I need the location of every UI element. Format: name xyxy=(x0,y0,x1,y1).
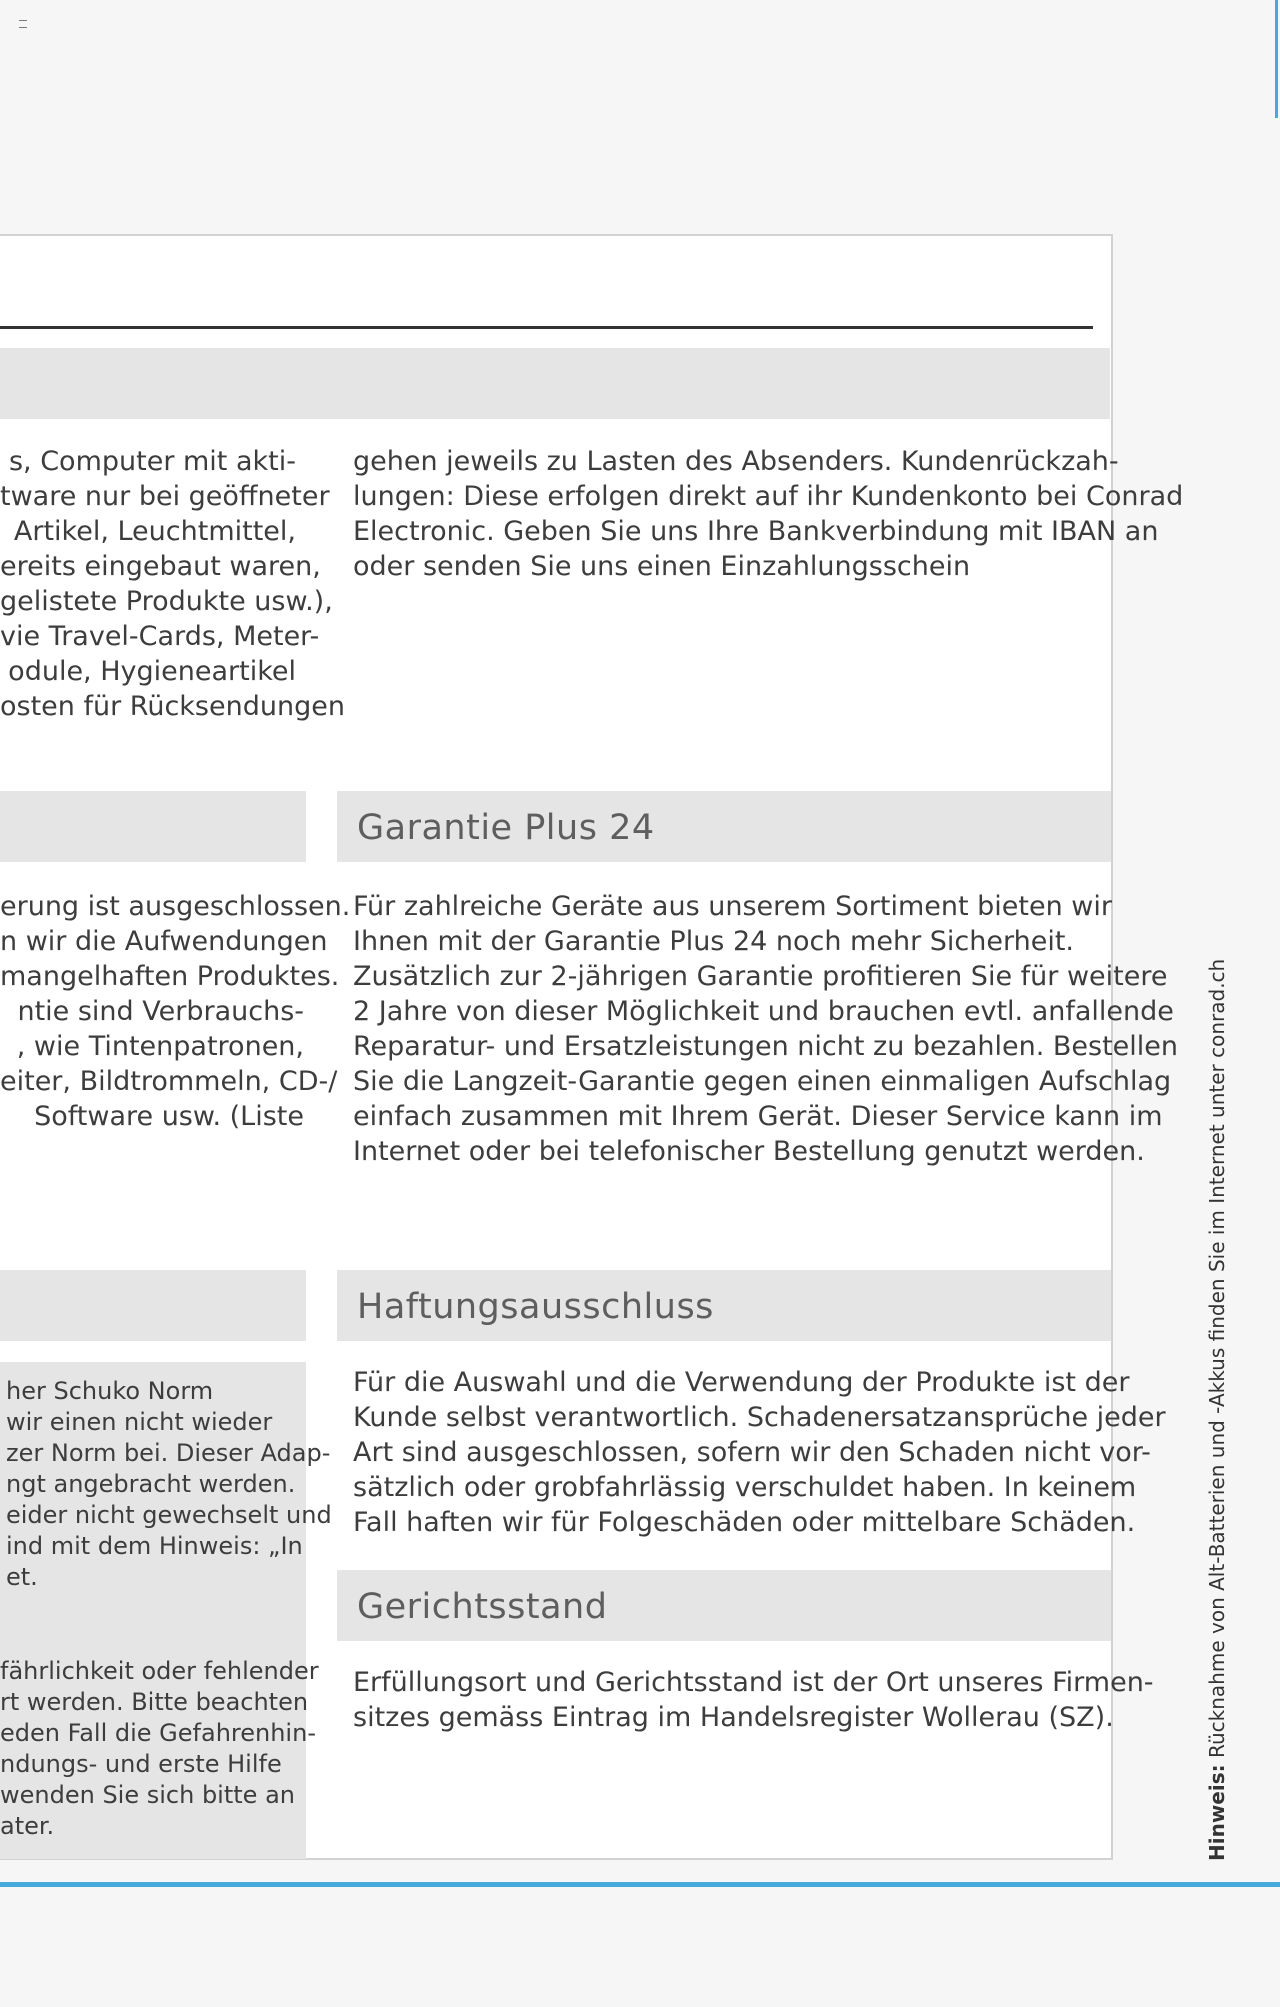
section-bar-returns xyxy=(0,348,1110,419)
haftung-text xyxy=(353,1365,1166,1540)
text-line: osten für Rücksendungen xyxy=(0,691,345,722)
page-mark xyxy=(19,20,27,28)
text-line: Zusätzlich zur 2-jährigen Garantie profitieren Sie für weitere xyxy=(353,961,1168,992)
text-line: n wir die Aufwendungen xyxy=(0,926,328,957)
side-note-text: Rücknahme von Alt-Batterien und -Akkus finden Sie im Internet unter conrad.ch xyxy=(1205,958,1229,1758)
text-line: oder senden Sie uns einen Einzahlungsschein xyxy=(353,551,971,582)
section-bar-warranty-left xyxy=(0,791,306,862)
text-line: ind mit dem Hinweis: „In xyxy=(6,1532,303,1560)
text-line: vie Travel-Cards, Meter- xyxy=(0,621,320,652)
text-line: Electronic. Geben Sie uns Ihre Bankverbindung mit IBAN an xyxy=(353,516,1159,547)
text-line: lungen: Diese erfolgen direkt auf ihr Kundenkonto bei Conrad xyxy=(353,481,1184,512)
text-line: ntie sind Verbrauchs- xyxy=(17,996,304,1027)
text-line: s, Computer mit akti- xyxy=(8,446,296,477)
text-line: gehen jeweils zu Lasten des Absenders. Kundenrückzah- xyxy=(353,446,1119,477)
text-line: , wie Tintenpatronen, xyxy=(16,1031,304,1062)
text-line: tware nur bei geöffneter xyxy=(0,481,330,512)
haftung-title: Haftungsausschluss xyxy=(357,1287,714,1327)
header-rule xyxy=(0,326,1093,329)
text-line: 2 Jahre von dieser Möglichkeit und brauchen evtl. anfallende xyxy=(353,996,1174,1027)
text-line: ereits eingebaut waren, xyxy=(0,551,321,582)
text-line: mangelhaften Produktes. xyxy=(0,961,340,992)
garantie-title: Garantie Plus 24 xyxy=(357,808,655,848)
text-line: Internet oder bei telefonischer Bestellung genutzt werden. xyxy=(353,1136,1145,1167)
text-line: eider nicht gewechselt und xyxy=(6,1501,332,1529)
text-line: wenden Sie sich bitte an xyxy=(0,1781,295,1809)
gericht-title: Gerichtsstand xyxy=(357,1587,608,1627)
text-line: ndungs- und erste Hilfe xyxy=(0,1750,282,1778)
text-line: erung ist ausgeschlossen. xyxy=(0,891,351,922)
text-line: zer Norm bei. Dieser Adap- xyxy=(6,1439,331,1467)
left-warranty-text xyxy=(0,889,351,1134)
text-line: Art sind ausgeschlossen, sofern wir den Schaden nicht vor- xyxy=(353,1437,1151,1468)
text-line: Sie die Langzeit-Garantie gegen einen einmaligen Aufschlag xyxy=(353,1066,1172,1097)
text-line: wir einen nicht wieder xyxy=(6,1408,273,1436)
side-note-label: Hinweis: xyxy=(1205,1764,1229,1861)
gericht-text xyxy=(353,1665,1154,1735)
text-line: Software usw. (Liste xyxy=(34,1101,304,1132)
garantie-text xyxy=(353,889,1178,1169)
text-line: eiter, Bildtrommeln, CD-/ xyxy=(0,1066,338,1097)
text-line: Reparatur- und Ersatzleistungen nicht zu bezahlen. Bestellen xyxy=(353,1031,1179,1062)
text-line: Artikel, Leuchtmittel, xyxy=(13,516,296,547)
text-line: eden Fall die Gefahrenhin- xyxy=(0,1719,316,1747)
text-line: ater. xyxy=(0,1812,55,1840)
text-line: Ihnen mit der Garantie Plus 24 noch mehr Sicherheit. xyxy=(353,926,1074,957)
text-line: rt werden. Bitte beachten xyxy=(0,1688,309,1716)
accent-line-top-right xyxy=(1275,0,1278,118)
text-line: odule, Hygieneartikel xyxy=(8,656,296,687)
text-line: Fall haften wir für Folgeschäden oder mittelbare Schäden. xyxy=(353,1507,1136,1538)
text-line: einfach zusammen mit Ihrem Gerät. Dieser Service kann im xyxy=(353,1101,1163,1132)
text-line: Für zahlreiche Geräte aus unserem Sortiment bieten wir xyxy=(353,891,1112,922)
text-line: et. xyxy=(6,1563,38,1591)
text-line: Für die Auswahl und die Verwendung der Produkte ist der xyxy=(353,1367,1130,1398)
text-line: ngt angebracht werden. xyxy=(6,1470,296,1498)
footer-accent-line xyxy=(0,1882,1280,1887)
adapter-text xyxy=(6,1376,332,1593)
text-line: sitzes gemäss Eintrag im Handelsregister Wollerau (SZ). xyxy=(353,1702,1114,1733)
text-line: sätzlich oder grobfahrlässig verschuldet haben. In keinem xyxy=(353,1472,1137,1503)
left-returns-text xyxy=(0,444,345,724)
hazard-text xyxy=(0,1656,319,1842)
section-bar-adapter-left xyxy=(0,1270,306,1341)
side-note xyxy=(1205,959,1229,1861)
text-line: her Schuko Norm xyxy=(6,1377,214,1405)
text-line: Erfüllungsort und Gerichtsstand ist der Ort unseres Firmen- xyxy=(353,1667,1154,1698)
text-line: Kunde selbst verantwortlich. Schadenersatzansprüche jeder xyxy=(353,1402,1166,1433)
right-returns-text xyxy=(353,444,1183,584)
text-line: gelistete Produkte usw.), xyxy=(0,586,333,617)
text-line: fährlichkeit oder fehlender xyxy=(0,1657,319,1685)
